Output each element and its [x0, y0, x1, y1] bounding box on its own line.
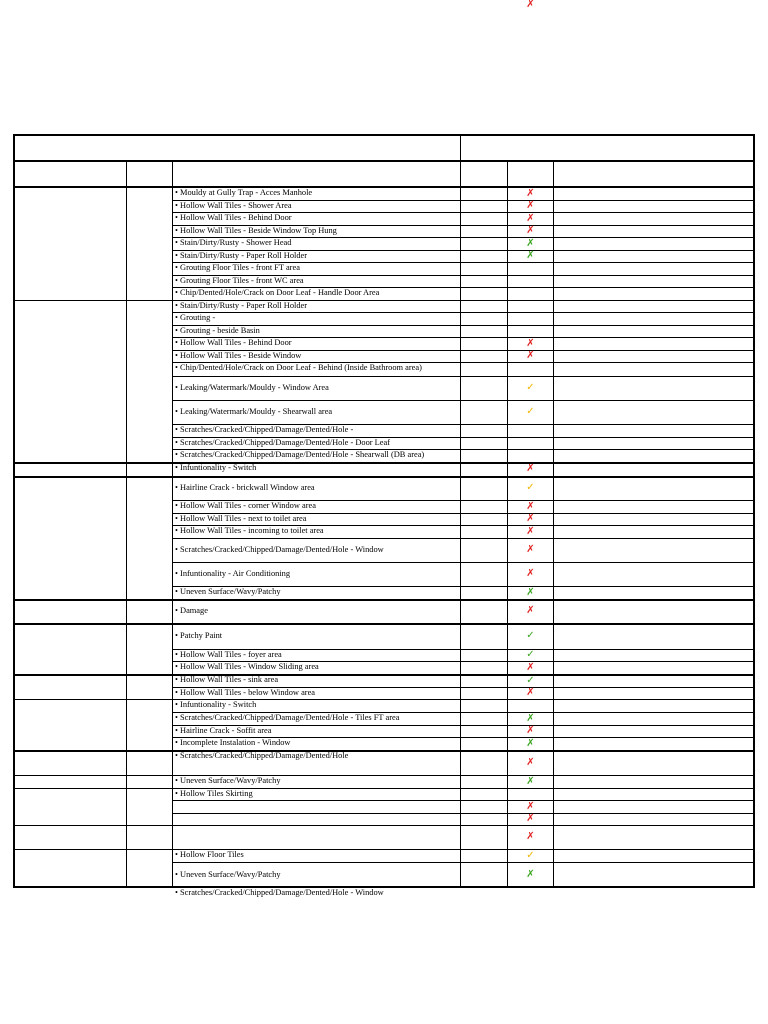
group-divider: [14, 825, 172, 826]
defect-description: • Scratches/Cracked/Chipped/Damage/Dented/Hole - Window: [175, 545, 384, 554]
group-divider: [14, 750, 172, 752]
cross-icon: ✗: [526, 200, 535, 211]
defect-description: • Damage: [175, 606, 208, 615]
defect-description: • Hollow Wall Tiles - Shower Area: [175, 201, 292, 210]
defect-description: • Hollow Wall Tiles - Beside Window Top Hung: [175, 226, 337, 235]
row-divider: [172, 400, 754, 401]
defect-description: • Scratches/Cracked/Chipped/Damage/Dented/Hole - Tiles FT area: [175, 713, 400, 722]
cross-icon: ✗: [526, 800, 535, 812]
check-icon: ✓: [526, 482, 535, 493]
row-divider: [172, 312, 754, 313]
defect-description: • Leaking/Watermark/Mouldy - Shearwall area: [175, 407, 333, 416]
row-divider: [172, 825, 754, 826]
row-divider: [172, 462, 754, 464]
defect-description: • Mouldy at Gully Trap - Acces Manhole: [175, 188, 313, 197]
check-icon: ✓: [526, 849, 535, 861]
defect-description: • Hollow Wall Tiles - corner Window area: [175, 501, 316, 510]
cross-icon: ✗: [526, 831, 535, 842]
defect-description: • Grouting Floor Tiles - front FT area: [175, 263, 300, 272]
defect-description: • Scratches/Cracked/Chipped/Damage/Dented/Hole: [175, 751, 349, 760]
group-divider: [14, 462, 172, 464]
row-divider: [172, 788, 754, 789]
group-divider: [14, 476, 172, 478]
cross-icon: ✗: [526, 568, 535, 579]
defect-description: • Stain/Dirty/Rusty - Shower Head: [175, 238, 292, 247]
defect-description: • Hollow Wall Tiles - next to toilet area: [175, 514, 307, 523]
cross-icon: ✗: [526, 737, 535, 749]
header-column-divider: [460, 134, 461, 162]
defect-description: • Stain/Dirty/Rusty - Paper Roll Holder: [175, 251, 308, 260]
defect-description: • Grouting Floor Tiles - front WC area: [175, 276, 304, 285]
defect-description: • Hollow Wall Tiles - Window Sliding area: [175, 662, 319, 671]
cross-icon: ✗: [526, 250, 535, 261]
defect-description: • Hollow Wall Tiles - Beside Window: [175, 351, 302, 360]
cross-icon: ✗: [526, 525, 535, 537]
defect-description: • Scratches/Cracked/Chipped/Damage/Dented/Hole -: [175, 425, 354, 434]
header-divider-2: [13, 186, 755, 188]
defect-description: • Hollow Wall Tiles - incoming to toilet area: [175, 526, 324, 535]
defect-description: • Leaking/Watermark/Mouldy - Window Area: [175, 383, 329, 392]
cross-icon: ✗: [526, 756, 535, 768]
column-divider-5: [553, 160, 554, 887]
table-top-border: [13, 134, 755, 136]
defect-description: • Uneven Surface/Wavy/Patchy: [175, 776, 281, 785]
column-divider-3: [460, 160, 461, 887]
column-divider-2: [172, 160, 173, 887]
column-divider-1: [126, 160, 127, 887]
defect-description: • Hollow Wall Tiles - sink area: [175, 675, 279, 684]
defect-description: • Hollow Tiles Skirting: [175, 789, 253, 798]
row-divider: [172, 623, 754, 625]
defect-description: • Hairline Crack - Soffit area: [175, 726, 272, 735]
group-divider: [14, 775, 172, 776]
check-icon: ✓: [526, 382, 535, 393]
defect-description: • Grouting - beside Basin: [175, 326, 260, 335]
cross-icon: ✗: [526, 237, 535, 249]
check-icon: ✓: [526, 674, 535, 686]
check-icon: ✓: [526, 649, 535, 660]
defect-description: • Uneven Surface/Wavy/Patchy: [175, 869, 281, 879]
check-icon: ✓: [526, 406, 535, 417]
defect-description: • Hollow Wall Tiles - Behind Door: [175, 338, 292, 347]
row-divider: [172, 476, 754, 478]
group-divider: [14, 849, 172, 850]
group-divider: [14, 623, 172, 625]
cross-icon: ✗: [526, 350, 535, 361]
cross-icon: ✗: [526, 463, 535, 474]
row-divider: [172, 699, 754, 700]
cross-icon: ✗: [526, 187, 535, 199]
defect-description: • Scratches/Cracked/Chipped/Damage/Dented/Hole - Window: [175, 888, 384, 897]
defect-description: • Scratches/Cracked/Chipped/Damage/Dented/Hole - Door Leaf: [175, 438, 391, 447]
cross-icon: ✗: [526, 500, 535, 512]
cross-icon: ✗: [526, 868, 535, 880]
row-divider: [172, 813, 754, 814]
defect-description: • Hollow Wall Tiles - foyer area: [175, 650, 282, 659]
defect-description: • Stain/Dirty/Rusty - Paper Roll Holder: [175, 301, 308, 310]
defect-description: • Infuntionality - Switch: [175, 463, 257, 472]
row-divider: [172, 800, 754, 801]
defect-description: • Hollow Floor Tiles: [175, 850, 244, 859]
row-divider: [172, 599, 754, 601]
row-divider: [172, 376, 754, 377]
cross-icon: ✗: [526, 725, 535, 736]
group-divider: [14, 788, 172, 789]
group-divider: [14, 599, 172, 601]
defect-description: • Infuntionality - Switch: [175, 700, 257, 709]
defect-description: • Infuntionality - Air Conditioning: [175, 569, 291, 578]
group-divider: [14, 300, 172, 301]
defect-description: • Hairline Crack - brickwall Window area: [175, 483, 315, 492]
cross-icon: ✗: [526, 0, 535, 10]
cross-icon: ✗: [526, 775, 535, 787]
cross-icon: ✗: [526, 544, 535, 555]
cross-icon: ✗: [526, 605, 535, 616]
row-divider: [172, 849, 754, 850]
cross-icon: ✗: [526, 225, 535, 236]
defect-description: • Chip/Dented/Hole/Crack on Door Leaf - Behind (Inside Bathroom area): [175, 363, 422, 372]
defect-description: • Patchy Paint: [175, 631, 223, 640]
cross-icon: ✗: [526, 712, 535, 724]
defect-description: • Hollow Wall Tiles - below Window area: [175, 688, 316, 697]
cross-icon: ✗: [526, 513, 535, 524]
defect-description: • Scratches/Cracked/Chipped/Damage/Dented/Hole - Shearwall (DB area): [175, 450, 425, 459]
check-icon: ✓: [526, 630, 535, 641]
cross-icon: ✗: [526, 212, 535, 224]
group-divider: [14, 699, 172, 700]
defect-description: • Uneven Surface/Wavy/Patchy: [175, 587, 281, 596]
cross-icon: ✗: [526, 661, 535, 673]
row-divider: [172, 562, 754, 563]
defect-description: • Chip/Dented/Hole/Crack on Door Leaf - Handle Door Area: [175, 288, 380, 297]
row-divider: [172, 538, 754, 539]
cross-icon: ✗: [526, 687, 535, 698]
cross-icon: ✗: [526, 813, 535, 824]
defect-description: • Incomplete Instalation - Window: [175, 738, 291, 747]
group-divider: [14, 674, 172, 676]
row-divider: [172, 862, 754, 863]
cross-icon: ✗: [526, 586, 535, 598]
cross-icon: ✗: [526, 337, 535, 349]
defect-description: • Hollow Wall Tiles - Behind Door: [175, 213, 292, 222]
table-bottom-border: [13, 886, 755, 888]
header-divider-1: [13, 160, 755, 162]
defect-description: • Grouting -: [175, 313, 216, 322]
